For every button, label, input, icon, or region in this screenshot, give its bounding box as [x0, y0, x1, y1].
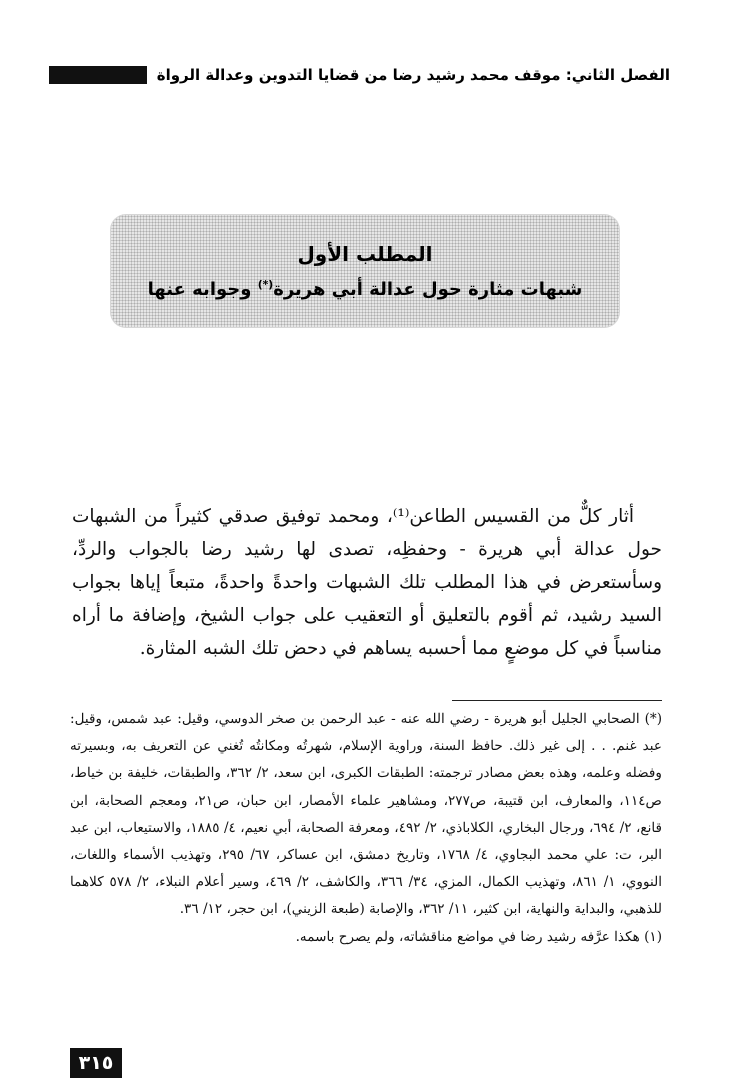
footnotes: [70, 706, 662, 951]
section-banner: [110, 214, 620, 328]
page-number: ٣١٥: [70, 1048, 122, 1078]
section-subtitle-end: وجوابه عنها: [147, 279, 258, 300]
section-title: المطلب الأول: [297, 242, 433, 266]
footnote-divider: [452, 700, 662, 701]
chapter-title: الفصل الثاني: موقف محمد رشيد رضا من قضايا التدوين وعدالة الرواة: [156, 66, 670, 84]
footnote-star: (*) الصحابي الجليل أبو هريرة - رضي الله عنه - عبد الرحمن بن صخر الدوسي، وقيل: عبد شمس، وقيل: عبد غنم. . . إلى غير ذلك. حافظ السنة، وراوية الإسلام، شهرتُه ومكانتُه تُغني عن التعريف به، وبسيرته وفضله وعلمه، وهذه بعض مصادر ترجمته: الطبقات الكبرى، ابن سعد، ٢/ ٣٦٢، والطبقات، خليفة بن خياط، ص١١٤، والمعارف، ابن قتيبة، ص٢٧٧، ومشاهير علماء الأمصار، ابن حبان، ص٢١، ومعجم الصحابة، ابن قانع، ٢/ ٦٩٤، ورجال البخاري، الكلاباذي، ٢/ ٤٩٢، ومعرفة الصحابة، أبي نعيم، ٤/ ١٨٨٥، والاستيعاب، ابن عبد البر، ت: علي محمد البجاوي، ٤/ ١٧٦٨، وتاريخ دمشق، ابن عساكر، ٦٧/ ٢٩٥، وتهذيب الأسماء واللغات، النووي، ١/ ٨٦١، وتهذيب الكمال، المزي، ٣٤/ ٣٦٦، والكاشف، ٢/ ٤٦٩، وسير أعلام النبلاء، ٢/ ٥٧٨ كلاهما للذهبي، والبداية والنهاية، ابن كثير، ١١/ ٣٦٢، والإصابة (طبعة الزيني)، ابن حجر، ١٢/ ٣٦.: [70, 711, 663, 918]
section-subtitle-main: شبهات مثارة حول عدالة أبي هريرة: [273, 279, 583, 300]
main-text: [72, 500, 662, 665]
header-bar: [49, 66, 147, 84]
running-head: [72, 60, 670, 90]
body-paragraph: أثار كلٌّ من القسيس الطاعن⁽¹⁾، ومحمد توفيق صدقي كثيراً من الشبهات حول عدالة أبي هريرة - وحفظِه، تصدى لها رشيد رضا بالجواب والردِّ، وسأستعرض في هذا المطلب تلك الشبهات واحدةً واحدةً، متبعاً إياها بجواب السيد رشيد، ثم أقوم بالتعليق أو التعقيب على جواب الشيخ، وإضافة ما أراه مناسباً في كل موضعٍ مما أحسبه يساهم في دحض تلك الشبه المثارة.: [72, 506, 662, 659]
section-subtitle: [110, 278, 620, 300]
footnote-star-marker: (*): [257, 278, 274, 291]
footnote-one: (١) هكذا عرَّفه رشيد رضا في مواضع مناقشاته، ولم يصرح باسمه.: [295, 928, 662, 945]
